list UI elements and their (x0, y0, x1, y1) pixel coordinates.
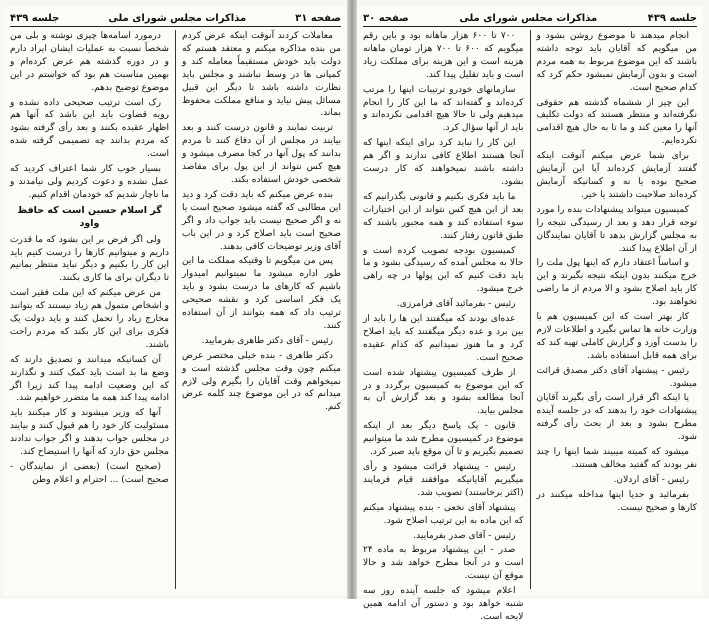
right-page-number: صفحه ۳۰ (363, 12, 409, 24)
paragraph: اعلام میشود که جلسه آینده روز سه شنبه خواهد بود و دستور آن ادامه همین لایحه است. (363, 586, 524, 622)
paragraph: برای شما عرض میکنم آنوقت اینکه گفتند آزمایش کرده‌اند آیا این آزمایش صحیح بوده یا نه و کسانیکه آزمایش کرده‌اند صلاحیت داشتند یا خیر. (536, 151, 697, 200)
right-page-left-column (363, 30, 524, 622)
paragraph: تربیت نمایند و قانون درست کنند و بعد بیایند در مجلس از آن دفاع کنند تا مردم بدانند که پول آنها در کجا مصرف میشود و هیچ کس نتواند از این پول برای مقاصد شخصی خودش استفاده بکند. (182, 123, 341, 185)
book-gutter (347, 0, 357, 599)
paragraph: رئیس - پیشنهاد قرائت میشود و رأی میگیریم آقایانیکه موافقند قیام فرمایند (اکثر برخاستند) تصویب شد. (363, 462, 524, 498)
left-page-header (10, 10, 341, 27)
paragraph: کار بهتر است که این کمیسیون هم با وزارت خانه ها تماس بگیرد و اطلاعات لازم را بدست آورد و گزارش کاملی تهیه کند که برای همه قابل استفاده باشد. (536, 312, 697, 361)
paragraph: من عرض میکنم که این ملت فقیر است و اشخاص متمول هم زیاد نیستند که بتوانند مخارج زیاد را تحمل کنند و باید دولت یک فکری برای این کار بکند که مردم راحت باشند. (10, 288, 169, 350)
paragraph: آن کسانیکه میدانند و تصدیق دارند که وضع ما بد است باید کمک کنند و نگذارند که این وضعیت ادامه پیدا کند زیرا اگر ادامه پیدا کند همه ما متضرر خواهیم شد. (10, 354, 169, 404)
paragraph: این چیز از ششماه گذشته هم حقوقی نگرفته‌اند و منتظر هستند که دولت تکلیف آنها را معین کند و ما تا به حال هیچ اقدامی نکرده‌ایم. (536, 97, 697, 147)
paragraph: کمیسیون میتواند پیشنهادات بنده را مورد توجه قرار دهد و بعد از رسیدگی نتیجه را به مجلس گزارش بدهد تا آقایان نمایندگان از آن اطلاع پیدا کنند. (536, 204, 697, 254)
paragraph: ولی اگر فرض بر این بشود که ما قدرت داریم و میتوانیم کارها را درست کنیم باید این کار را بکنیم و دیگر نباید منتظر بمانیم تا دیگران برای ما کاری بکنند. (10, 234, 169, 284)
left-page-right-column (182, 30, 341, 589)
right-page-header (363, 10, 697, 27)
paragraph: پس من میگویم تا وقتیکه مملکت ما این طور اداره میشود ما نمیتوانیم امیدوار باشیم که کارهای ما درست بشود و باید یک فکر اساسی کرد و نقشه صحیحی ترتیب داد که همه بتوانند از آن استفاده کنند. (182, 256, 341, 331)
paragraph: انجام میدهند تا موضوع روشن بشود و من میگویم که آقایان باید توجه داشته باشند که این موضوع مربوط به همه مردم است و بدون آزمایش نمیشود حکم کرد که کدام صحیح است. (536, 31, 697, 93)
paragraph: بسیار خوب کار شما اعتراف کردید که عمل نشده و دعوت کردیم ولی نیامدند و ما ناچار شدیم که خودمان اقدام کنیم. (10, 164, 169, 200)
left-page-number: صفحه ۳۱ (295, 12, 341, 24)
paragraph: صدر - این پیشنهاد مربوط به ماده ۲۴ است و در آنجا مطرح خواهد شد و حالا موقع آن نیست. (363, 545, 524, 582)
left-page-session: جلسه ۴۳۹ (10, 12, 60, 24)
paragraph: آنها که وزیر میشوند و کار میکنند باید مسئولیت کار خود را هم قبول کنند و بیایند در مجلس جواب بدهند و اگر جواب ندادند مجلس حق دارد که آنها را استیضاح کند. (10, 408, 169, 458)
right-page-columns (363, 30, 697, 622)
paragraph: (صحیح است) (بعضی از نمایندگان - صحیح است) ... احترام و اعلام وطن (10, 462, 169, 485)
verse-line: گر اسلام حسین است که حافظ واود (17, 204, 162, 229)
paragraph: این کار را نباید کرد برای اینکه اینها که آنجا هستند اطلاع کافی ندارند و اگر هم داشته باشند نمیخواهند که کار درست بشود. (363, 138, 524, 187)
paragraph: ۷۰۰ تا ۶۰۰ هزار ماهانه بود و باین رقم میگویم که ۶۰۰ تا ۷۰۰ هزار تومان ماهانه هزینه است و این هزینه برای مملکت زیاد است و باید تقلیل پیدا کند. (363, 31, 524, 80)
paragraph: از طرف کمیسیون پیشنهاد شده است که این موضوع به کمیسیون برگردد و در آنجا مطالعه بشود و بعد گزارش آن به مجلس بیاید. (363, 367, 524, 417)
paragraph: رئیس - آقای اردلان. (613, 474, 689, 485)
paragraph: رئیس - آقای دکتر طاهری بفرمایید. (201, 335, 333, 346)
right-page-title: مذاکرات مجلس شورای ملی (459, 12, 598, 24)
paragraph: سازمانهای خودرو ترتیبات اینها را مرتب کرده‌اند و گفته‌اند که ما این کار را انجام میدهیم ولی تا حالا هیچ اقدامی نکرده‌اند و باید از آنها سؤال کرد. (363, 84, 524, 134)
paragraph: یا اینکه اگر قرار است رأی بگیرند آقایان پیشنهادات خود را بدهند که در جلسه آینده مطرح بشود و بعد از بحث رأی گرفته شود. (536, 393, 697, 443)
paragraph: قانون - یک پاسخ دیگر بعد از اینکه موضوع در کمیسیون مطرح شد ما میتوانیم تصمیم بگیریم و تا آن موقع باید صبر کرد. (363, 421, 524, 458)
paragraph: و اساساً اعتقاد دارم که اینها پول ملت را خرج میکنند بدون اینکه نتیجه بگیرند و این کار باید اصلاح بشود و الا مردم از ما راضی نخواهند بود. (536, 258, 697, 308)
left-page-left-column (10, 30, 169, 589)
paragraph: بنده عرض میکنم که باید دقت کرد و دید این مطالبی که گفته میشود صحیح است یا نه و اگر صحیح نیست باید جواب داد و اگر صحیح است باید اصلاح کرد و در این باب آقای وزیر توضیحات کافی بدهند. (182, 189, 341, 252)
right-page-session: جلسه ۴۳۹ (647, 12, 697, 24)
paragraph: عده‌ای بودند که میگفتند این ها را باید از بین برد و عده دیگر میگفتند که باید اصلاح کرد و ما هنوز نمیدانیم که کدام عقیده صحیح است. (363, 314, 524, 363)
paragraph: کمیسیون بودجه تصویب کرده است و حالا به مجلس آمده که رسیدگی بشود و ما باید دقت کنیم که این پولها در چه راهی خرج میشود. (363, 245, 524, 295)
paragraph: معاملات کردند آنوقت اینکه عرض کردم من بنده مذاکره میکنم و معتقد هستم که دولت باید خودش مستقیماً معامله کند و کمپانی ها در وسط نباشند و مجلس باید نظارت داشته باشد تا دیگر این قبیل مسائل پیش نیاید و منافع مملکت محفوظ بماند. (182, 31, 341, 119)
paragraph: رئیس - پیشنهاد آقای دکتر مصدق قرائت میشود. (536, 365, 697, 389)
paragraph: رک است ترتیب صحیحی داده نشده و رویه قضاوت باید این باشد که آنها هم اظهار عقیده بکنند و بعد رأی گرفته بشود که مردم بدانند چه تصمیمی گرفته شده است. (10, 97, 169, 160)
left-page-columns (10, 30, 341, 589)
paragraph: درمورد اسامه‌ها چیزی نوشته و بلی من شخصاً نسبت به عملیات ایشان ایراد دارم و در دوره گذشته هم عرض کرده‌ام و بهمین مناسبت هم بود که خواستم در این موضوع توضیح بدهم. (10, 31, 169, 93)
left-page (4, 6, 347, 595)
column-divider (175, 30, 176, 589)
paragraph: رئیس - آقای صدر بفرمایید. (413, 530, 516, 541)
paragraph: دکتر طاهری - بنده خیلی مختصر عرض میکنم چون وقت مجلس گذشته است و نمیخواهم وقت آقایان را بگیرم ولی لازم میدانم که در این موضوع چند کلمه عرض کنم. (182, 350, 341, 413)
column-divider (530, 30, 531, 589)
right-page (357, 6, 703, 622)
right-page-right-column (537, 30, 698, 589)
paragraph: میشود که کمیته میبیند شما اینها را چند نفر بودند که گفتید مخالف هستند. (536, 447, 697, 470)
paragraph: پیشنهاد آقای نخعی - بنده پیشنهاد میکنم که این ماده به این ترتیب اصلاح شود. (363, 502, 524, 526)
left-page-title: مذاکرات مجلس شورای ملی (108, 12, 247, 24)
paragraph: ما باید فکری بکنیم و قانونی بگذرانیم که بعد از این هیچ کس نتواند از این اختیارات سوء استفاده کند و همه مجبور باشند که طبق قانون رفتار کنند. (363, 191, 524, 241)
paragraph: رئیس - بفرمائید آقای فرامرزی. (396, 299, 516, 310)
paragraph: بفرمائید و جدیا اینها مداخله میکنند در کارها و صحیح نیست. (536, 489, 697, 513)
